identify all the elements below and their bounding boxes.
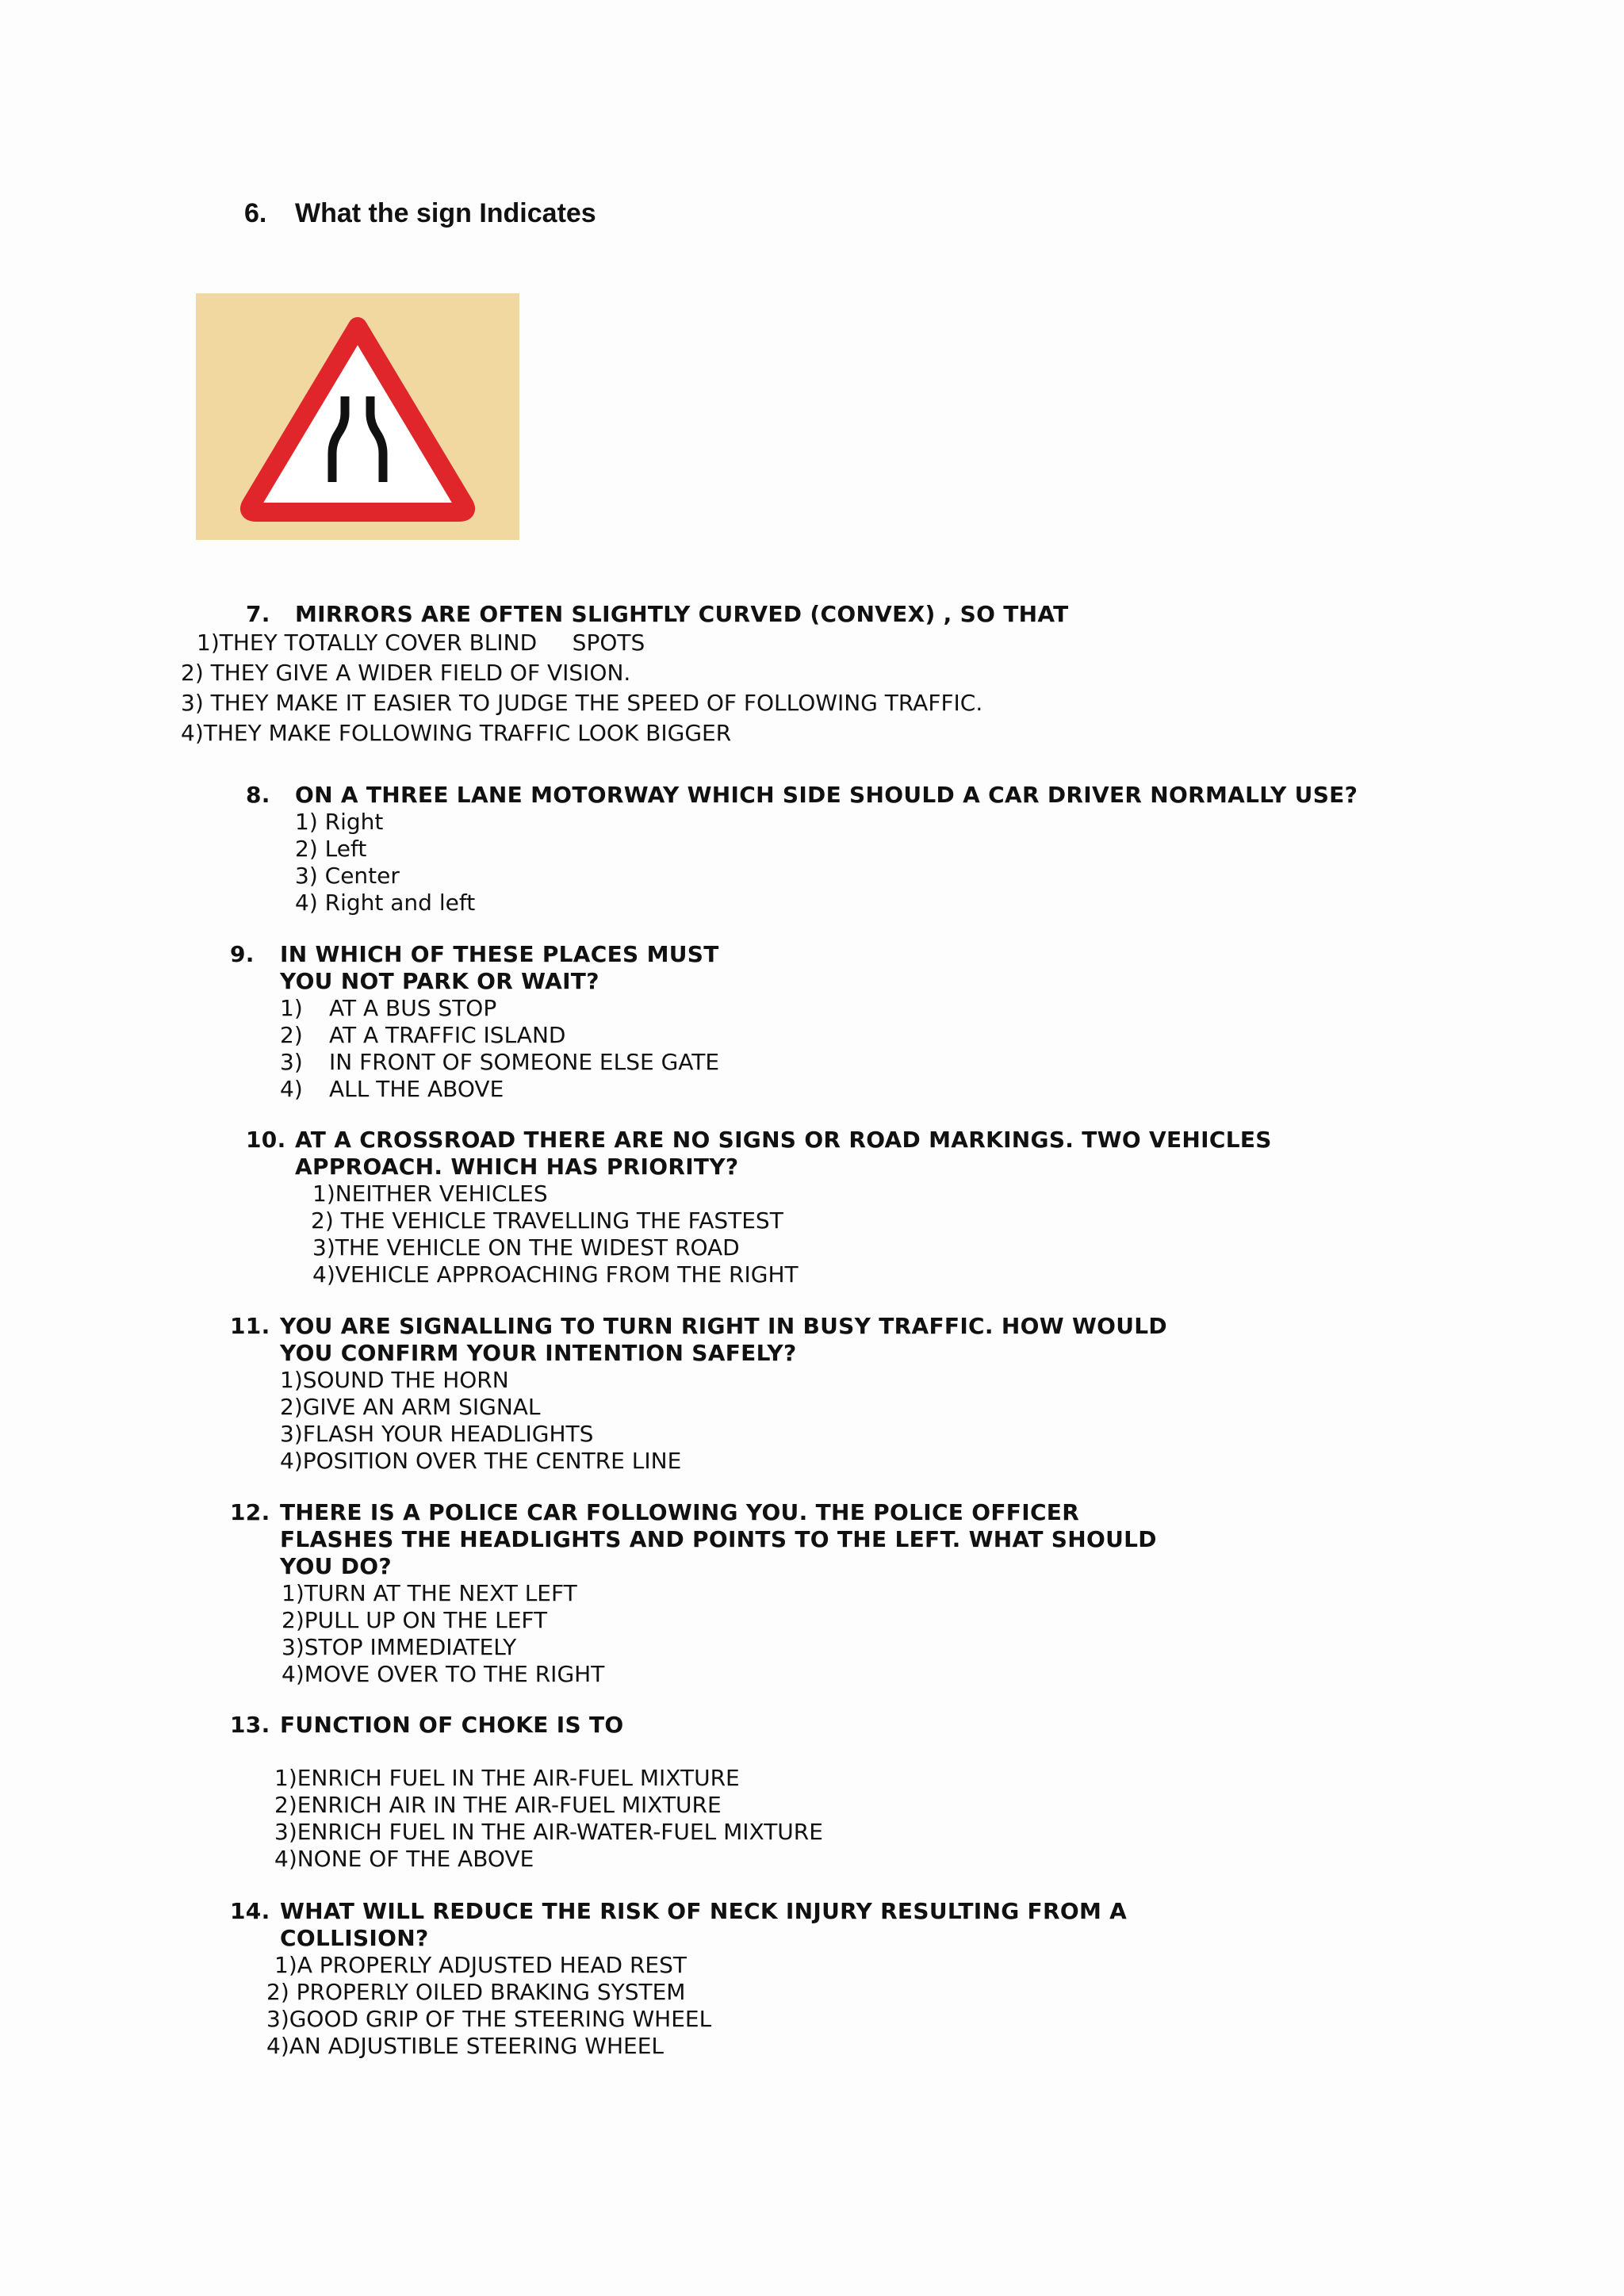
q11-question-line-2: YOU CONFIRM YOUR INTENTION SAFELY?: [280, 1340, 797, 1366]
q9-option-4-num: 4): [280, 1076, 303, 1102]
q9-option-4: ALL THE ABOVE: [329, 1076, 504, 1102]
road-narrows-sign-icon: [196, 293, 519, 540]
q9-number: 9.: [230, 941, 255, 967]
q11-question-line-1: YOU ARE SIGNALLING TO TURN RIGHT IN BUSY TRAFFIC. HOW WOULD: [280, 1313, 1167, 1339]
q10-option-2: 2) THE VEHICLE TRAVELLING THE FASTEST: [311, 1207, 783, 1234]
q12-question-line-3: YOU DO?: [280, 1553, 392, 1579]
q14-option-1: 1)A PROPERLY ADJUSTED HEAD REST: [274, 1952, 687, 1978]
q11-number: 11.: [230, 1313, 270, 1339]
q12-option-2: 2)PULL UP ON THE LEFT: [282, 1607, 548, 1633]
q14-question-line-2: COLLISION?: [280, 1925, 429, 1951]
q14-option-3: 3)GOOD GRIP OF THE STEERING WHEEL: [266, 2006, 712, 2032]
q9-option-3-num: 3): [280, 1049, 303, 1075]
q6-title: What the sign Indicates: [295, 198, 596, 228]
road-narrows-sign-image: [196, 293, 519, 540]
q7-option-3: 3) THEY MAKE IT EASIER TO JUDGE THE SPEED OF FOLLOWING TRAFFIC.: [181, 690, 983, 716]
q13-option-1: 1)ENRICH FUEL IN THE AIR-FUEL MIXTURE: [274, 1765, 740, 1791]
q8-question: ON A THREE LANE MOTORWAY WHICH SIDE SHOULD A CAR DRIVER NORMALLY USE?: [295, 782, 1358, 808]
q11-option-3: 3)FLASH YOUR HEADLIGHTS: [280, 1421, 594, 1447]
q8-option-4: 4) Right and left: [295, 890, 476, 916]
q10-option-1: 1)NEITHER VEHICLES: [312, 1181, 548, 1207]
q12-number: 12.: [230, 1499, 270, 1525]
q10-option-3: 3)THE VEHICLE ON THE WIDEST ROAD: [312, 1234, 740, 1261]
q9-option-3: IN FRONT OF SOMEONE ELSE GATE: [329, 1049, 720, 1075]
q8-option-3: 3) Center: [295, 863, 400, 889]
q13-option-4: 4)NONE OF THE ABOVE: [274, 1846, 534, 1872]
q9-option-1: AT A BUS STOP: [329, 995, 497, 1021]
q11-option-1: 1)SOUND THE HORN: [280, 1367, 509, 1393]
q9-option-2: AT A TRAFFIC ISLAND: [329, 1022, 566, 1048]
q9-question-line-2: YOU NOT PARK OR WAIT?: [280, 968, 599, 994]
q13-option-3: 3)ENRICH FUEL IN THE AIR-WATER-FUEL MIXTURE: [274, 1819, 823, 1845]
q9-option-2-num: 2): [280, 1022, 303, 1048]
q10-question-line-1: AT A CROSSROAD THERE ARE NO SIGNS OR ROAD MARKINGS. TWO VEHICLES: [295, 1127, 1272, 1153]
q14-option-2: 2) PROPERLY OILED BRAKING SYSTEM: [266, 1979, 686, 2005]
q7-option-1: 1)THEY TOTALLY COVER BLIND SPOTS: [197, 629, 645, 656]
q14-number: 14.: [230, 1898, 270, 1924]
q12-question-line-2: FLASHES THE HEADLIGHTS AND POINTS TO THE LEFT. WHAT SHOULD: [280, 1526, 1157, 1552]
q7-number: 7.: [246, 601, 270, 627]
q9-question-line-1: IN WHICH OF THESE PLACES MUST: [280, 941, 719, 967]
q12-option-4: 4)MOVE OVER TO THE RIGHT: [282, 1661, 605, 1687]
q9-option-1-num: 1): [280, 995, 303, 1021]
q12-question-line-1: THERE IS A POLICE CAR FOLLOWING YOU. THE POLICE OFFICER: [280, 1499, 1080, 1525]
q14-question-line-1: WHAT WILL REDUCE THE RISK OF NECK INJURY RESULTING FROM A: [280, 1898, 1128, 1924]
q10-question-line-2: APPROACH. WHICH HAS PRIORITY?: [295, 1154, 739, 1180]
q11-option-2: 2)GIVE AN ARM SIGNAL: [280, 1394, 541, 1420]
q6-number: 6.: [244, 198, 267, 228]
q10-option-4: 4)VEHICLE APPROACHING FROM THE RIGHT: [312, 1261, 799, 1288]
q10-number: 10.: [246, 1127, 286, 1153]
q8-number: 8.: [246, 782, 270, 808]
q13-question: FUNCTION OF CHOKE IS TO: [280, 1712, 624, 1738]
q13-number: 13.: [230, 1712, 270, 1738]
q7-question: MIRRORS ARE OFTEN SLIGHTLY CURVED (CONVEX) , SO THAT: [295, 601, 1069, 627]
q11-option-4: 4)POSITION OVER THE CENTRE LINE: [280, 1448, 682, 1474]
q13-option-2: 2)ENRICH AIR IN THE AIR-FUEL MIXTURE: [274, 1792, 722, 1818]
q12-option-1: 1)TURN AT THE NEXT LEFT: [282, 1580, 577, 1606]
q7-option-2: 2) THEY GIVE A WIDER FIELD OF VISION.: [181, 660, 631, 686]
q8-option-1: 1) Right: [295, 809, 384, 835]
q8-option-2: 2) Left: [295, 836, 367, 862]
q7-option-4: 4)THEY MAKE FOLLOWING TRAFFIC LOOK BIGGER: [181, 720, 732, 746]
q14-option-4: 4)AN ADJUSTIBLE STEERING WHEEL: [266, 2033, 664, 2059]
q12-option-3: 3)STOP IMMEDIATELY: [282, 1634, 517, 1660]
